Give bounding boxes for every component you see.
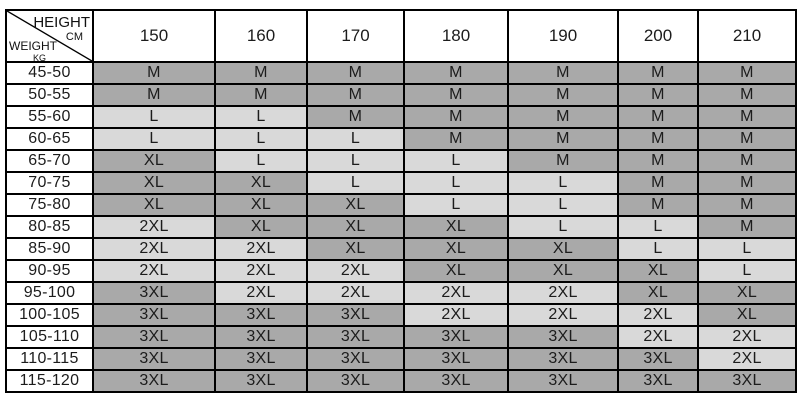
size-cell: XL — [307, 216, 404, 238]
row-header-110-115: 110-115 — [6, 348, 93, 370]
size-cell: 3XL — [93, 348, 215, 370]
size-cell: 2XL — [404, 282, 508, 304]
column-header-210: 210 — [698, 10, 796, 62]
size-cell: XL — [307, 194, 404, 216]
corner-header-cell — [6, 10, 93, 62]
column-header-160: 160 — [215, 10, 307, 62]
height-axis-label: HEIGHT — [33, 14, 90, 31]
size-cell: 3XL — [215, 370, 307, 392]
row-header-100-105: 100-105 — [6, 304, 93, 326]
size-cell: XL — [307, 238, 404, 260]
table-row — [6, 106, 796, 128]
size-cell: L — [307, 150, 404, 172]
size-cell: 2XL — [215, 238, 307, 260]
size-cell: XL — [93, 194, 215, 216]
size-cell: M — [404, 106, 508, 128]
table-row — [6, 260, 796, 282]
size-cell: L — [508, 194, 618, 216]
table-row — [6, 370, 796, 392]
size-cell: 3XL — [618, 370, 698, 392]
size-cell: 3XL — [93, 282, 215, 304]
column-header-190: 190 — [508, 10, 618, 62]
size-cell: 3XL — [618, 348, 698, 370]
size-cell: L — [307, 172, 404, 194]
size-cell: XL — [618, 282, 698, 304]
size-chart-table — [5, 9, 797, 393]
size-cell: M — [404, 128, 508, 150]
size-cell: 3XL — [307, 326, 404, 348]
size-cell: 3XL — [215, 304, 307, 326]
size-cell: M — [618, 62, 698, 84]
column-header-150: 150 — [93, 10, 215, 62]
size-cell: 2XL — [618, 326, 698, 348]
size-cell: 3XL — [307, 370, 404, 392]
size-cell: 2XL — [404, 304, 508, 326]
table-row — [6, 172, 796, 194]
size-cell: XL — [404, 216, 508, 238]
row-header-60-65: 60-65 — [6, 128, 93, 150]
size-cell: 3XL — [93, 370, 215, 392]
row-header-95-100: 95-100 — [6, 282, 93, 304]
size-cell: M — [404, 84, 508, 106]
size-cell: XL — [698, 282, 796, 304]
size-cell: XL — [618, 260, 698, 282]
column-header-200: 200 — [618, 10, 698, 62]
size-cell: 3XL — [508, 370, 618, 392]
size-cell: M — [698, 216, 796, 238]
row-header-55-60: 55-60 — [6, 106, 93, 128]
size-cell: 2XL — [618, 304, 698, 326]
size-cell: XL — [215, 172, 307, 194]
size-cell: L — [404, 194, 508, 216]
size-cell: M — [93, 62, 215, 84]
size-cell: M — [618, 194, 698, 216]
size-cell: M — [508, 150, 618, 172]
size-cell: 2XL — [508, 282, 618, 304]
size-cell: XL — [93, 172, 215, 194]
size-cell: XL — [215, 194, 307, 216]
size-cell: M — [698, 84, 796, 106]
size-cell: 2XL — [93, 260, 215, 282]
size-cell: M — [215, 62, 307, 84]
table-row — [6, 128, 796, 150]
row-header-65-70: 65-70 — [6, 150, 93, 172]
size-cell: M — [404, 62, 508, 84]
weight-unit-label: KG — [33, 53, 47, 62]
size-cell: 2XL — [307, 260, 404, 282]
size-cell: L — [93, 128, 215, 150]
row-header-50-55: 50-55 — [6, 84, 93, 106]
table-row — [6, 216, 796, 238]
size-cell: M — [698, 150, 796, 172]
size-cell: XL — [93, 150, 215, 172]
row-header-90-95: 90-95 — [6, 260, 93, 282]
size-cell: 2XL — [93, 216, 215, 238]
size-cell: 2XL — [698, 348, 796, 370]
size-cell: M — [618, 128, 698, 150]
row-header-115-120: 115-120 — [6, 370, 93, 392]
size-cell: 3XL — [404, 348, 508, 370]
size-cell: L — [93, 106, 215, 128]
weight-axis-label: WEIGHT — [9, 39, 57, 53]
size-cell: M — [215, 84, 307, 106]
row-header-75-80: 75-80 — [6, 194, 93, 216]
size-cell: XL — [508, 238, 618, 260]
size-cell: 3XL — [404, 326, 508, 348]
header-row — [6, 10, 796, 62]
table-row — [6, 348, 796, 370]
size-cell: XL — [404, 238, 508, 260]
size-cell: L — [618, 238, 698, 260]
size-cell: 3XL — [307, 348, 404, 370]
size-cell: L — [215, 150, 307, 172]
size-cell: M — [307, 62, 404, 84]
size-cell: 3XL — [508, 348, 618, 370]
size-cell: L — [698, 260, 796, 282]
size-cell: L — [307, 128, 404, 150]
height-unit-label: CM — [65, 31, 83, 43]
size-cell: M — [698, 62, 796, 84]
size-cell: M — [618, 150, 698, 172]
size-cell: M — [508, 106, 618, 128]
size-cell: M — [698, 106, 796, 128]
size-cell: XL — [698, 304, 796, 326]
size-cell: 3XL — [93, 304, 215, 326]
table-row — [6, 326, 796, 348]
size-cell: 2XL — [508, 304, 618, 326]
size-cell: 3XL — [508, 326, 618, 348]
size-cell: L — [508, 216, 618, 238]
table-row — [6, 238, 796, 260]
table-row — [6, 84, 796, 106]
row-header-80-85: 80-85 — [6, 216, 93, 238]
size-cell: M — [93, 84, 215, 106]
size-cell: M — [698, 128, 796, 150]
size-cell: 2XL — [215, 260, 307, 282]
size-cell: L — [508, 172, 618, 194]
size-cell: 3XL — [93, 326, 215, 348]
size-cell: 2XL — [307, 282, 404, 304]
size-cell: 3XL — [215, 348, 307, 370]
size-cell: 2XL — [215, 282, 307, 304]
column-header-170: 170 — [307, 10, 404, 62]
size-cell: M — [618, 84, 698, 106]
size-cell: 3XL — [404, 370, 508, 392]
size-cell: L — [404, 172, 508, 194]
size-cell: L — [215, 128, 307, 150]
size-cell: L — [404, 150, 508, 172]
size-cell: 3XL — [215, 326, 307, 348]
size-cell: M — [618, 106, 698, 128]
size-cell: L — [215, 106, 307, 128]
size-cell: M — [508, 128, 618, 150]
size-cell: L — [618, 216, 698, 238]
size-cell: M — [618, 172, 698, 194]
row-header-45-50: 45-50 — [6, 62, 93, 84]
table-row — [6, 62, 796, 84]
size-cell: XL — [215, 216, 307, 238]
row-header-85-90: 85-90 — [6, 238, 93, 260]
row-header-70-75: 70-75 — [6, 172, 93, 194]
size-cell: M — [698, 172, 796, 194]
table-row — [6, 194, 796, 216]
size-cell: M — [508, 84, 618, 106]
size-cell: 3XL — [307, 304, 404, 326]
size-cell: 2XL — [698, 326, 796, 348]
table-row — [6, 282, 796, 304]
size-cell: M — [307, 106, 404, 128]
size-cell: M — [698, 194, 796, 216]
column-header-180: 180 — [404, 10, 508, 62]
size-cell: XL — [404, 260, 508, 282]
size-cell: L — [698, 238, 796, 260]
size-cell: XL — [508, 260, 618, 282]
table-row — [6, 304, 796, 326]
size-cell: M — [508, 62, 618, 84]
size-cell: 3XL — [698, 370, 796, 392]
size-cell: M — [307, 84, 404, 106]
size-cell: 2XL — [93, 238, 215, 260]
table-row — [6, 150, 796, 172]
row-header-105-110: 105-110 — [6, 326, 93, 348]
